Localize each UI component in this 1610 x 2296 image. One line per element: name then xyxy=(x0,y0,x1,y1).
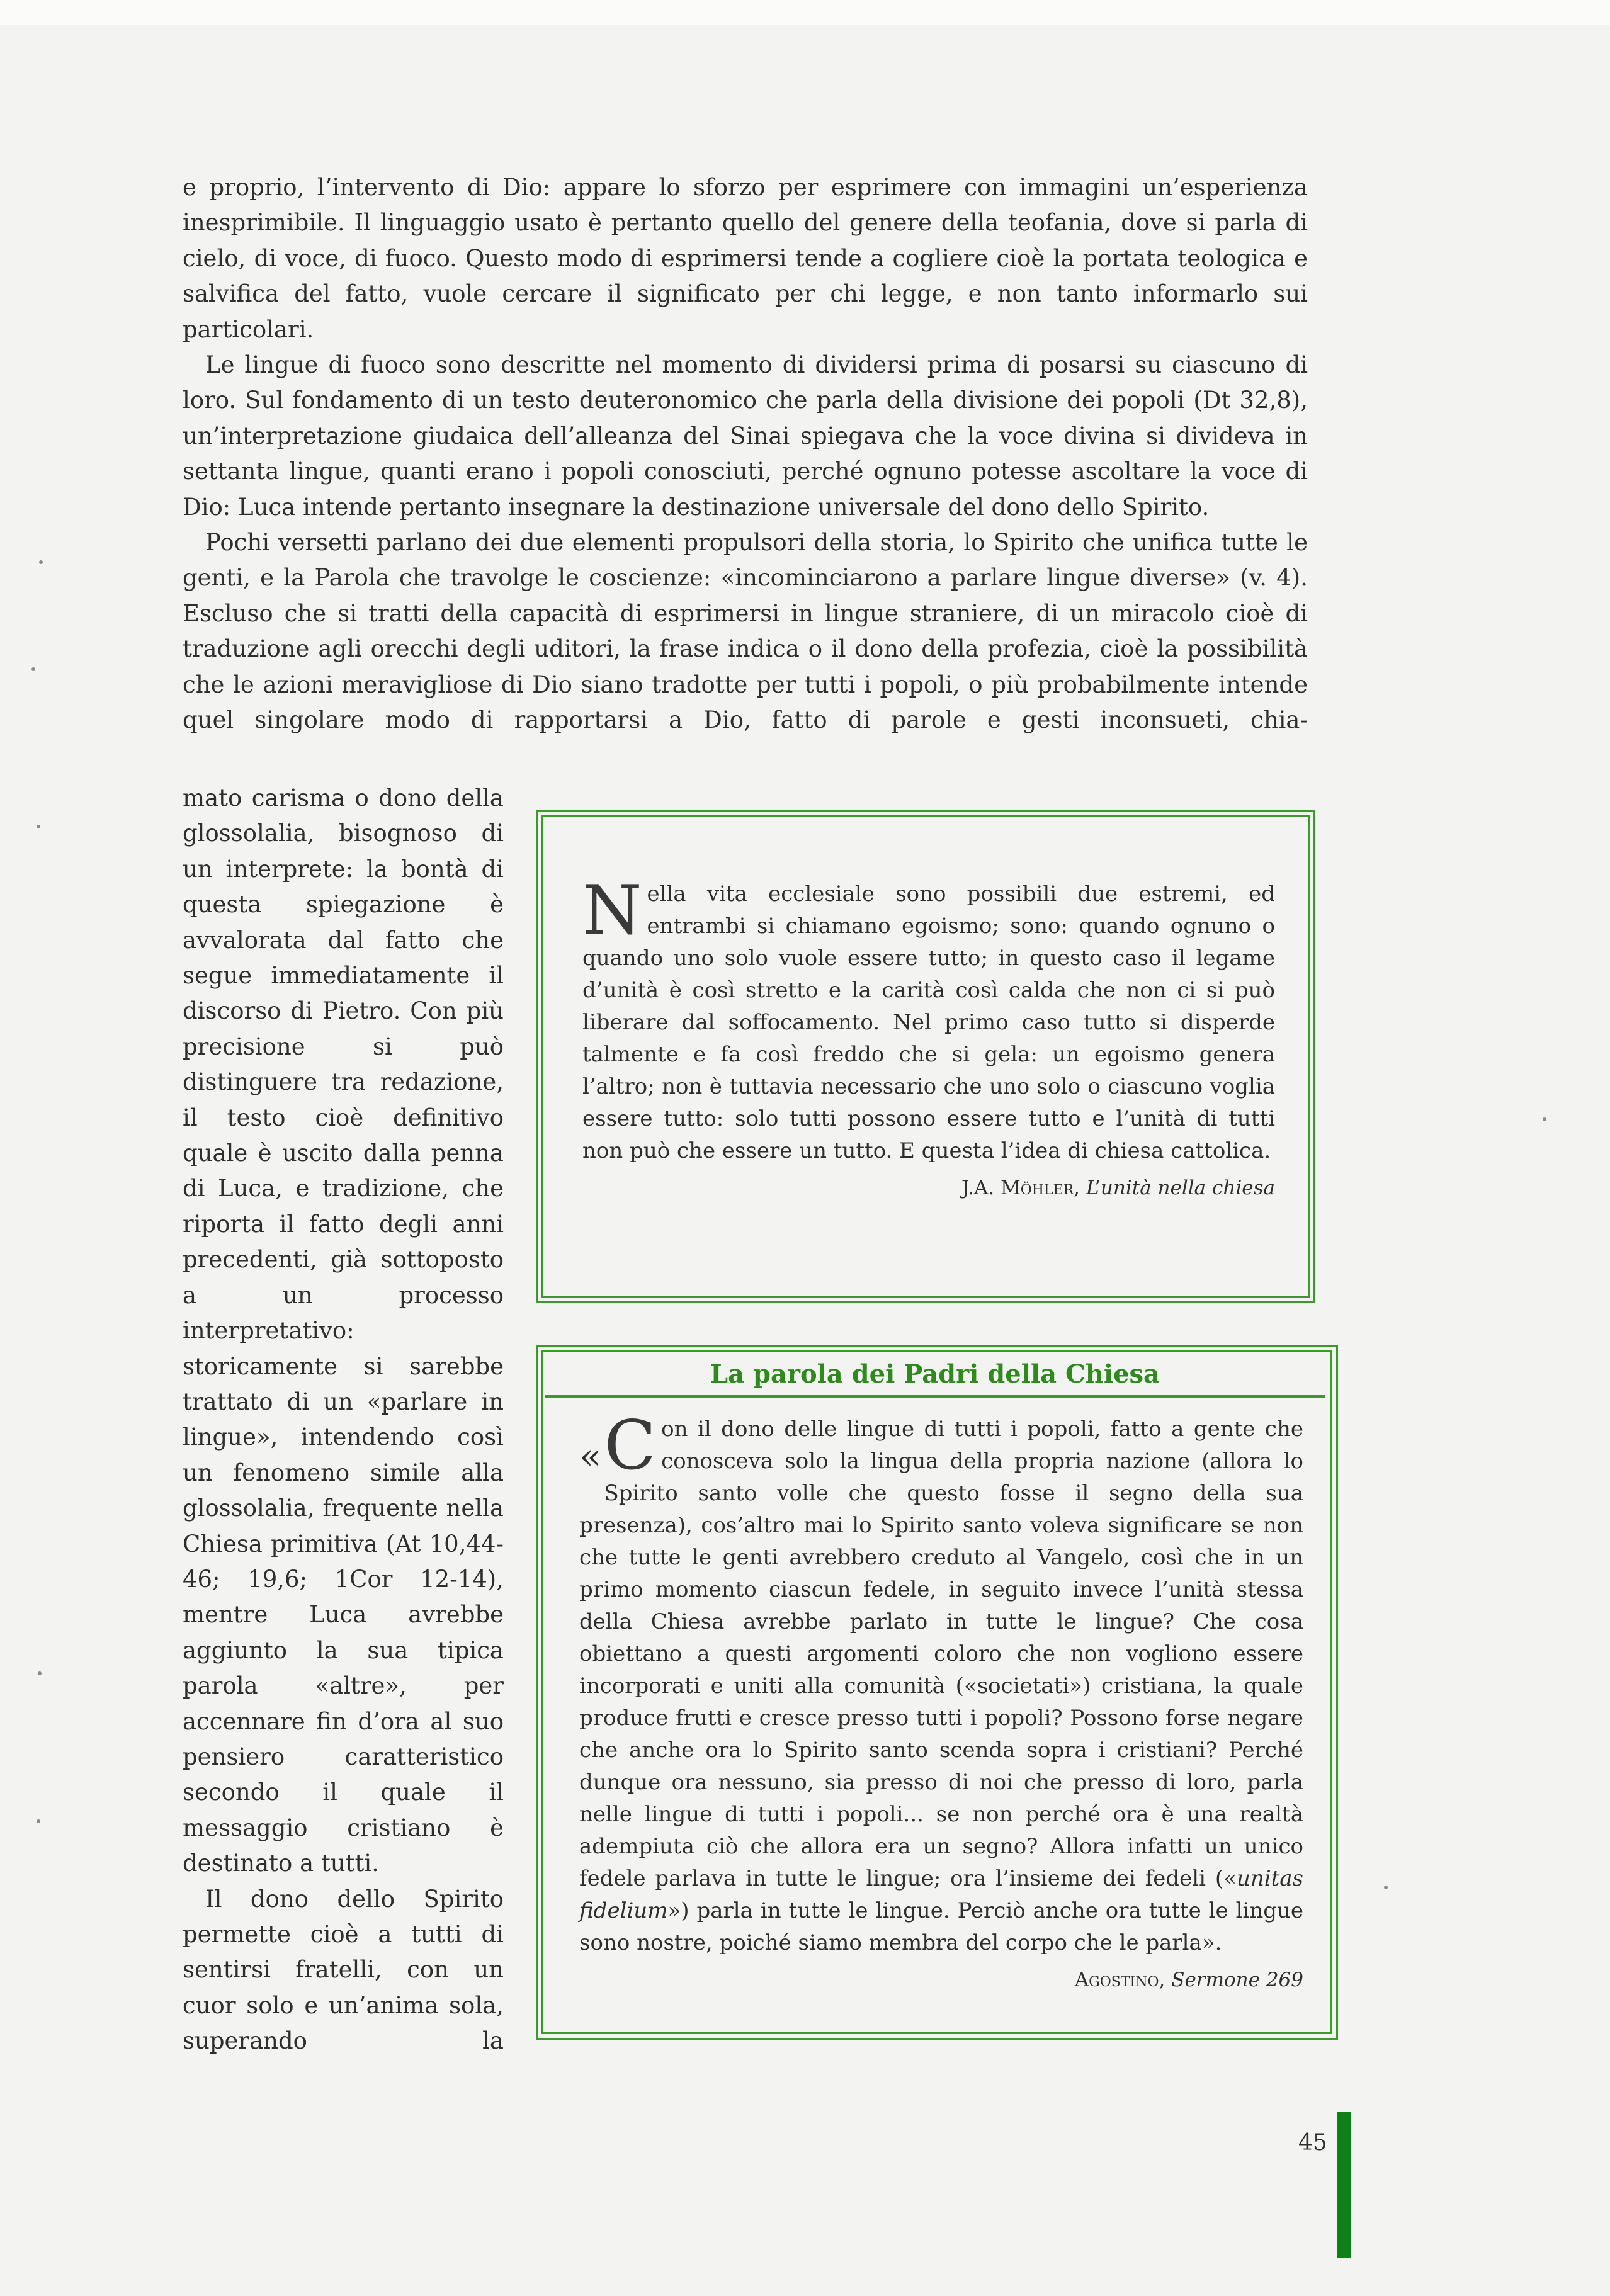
open-quote-mark: « xyxy=(579,1435,602,1478)
paragraph-1: e proprio, l’intervento di Dio: appare lo sforzo per esprimere con immagini un’esperienza inesprimibile. Il linguaggio usato è pertanto quello del genere della teofania, dove si parla di cielo, di voce, di fuoco. Questo modo di esprimersi tende a cogliere cioè la portata teologica e salvifica del fatto, vuole cercare il significato per chi legge, e non tanto informarlo sui particolari. xyxy=(183,174,1308,343)
quote-agostino xyxy=(579,1406,1303,1994)
work-agostino: Sermone 269 xyxy=(1171,1969,1303,1991)
work-mohler: L’unità nella chiesa xyxy=(1086,1177,1275,1199)
paragraph-3-column: mato carisma o dono della glossolalia, bisognoso di un interprete: la bontà di questa spiegazione è avvalorata dal fatto che segue immediatamente il discorso di Pietro. Con più precisione si può distinguere tra redazione, il testo cioè definitivo quale è uscito dalla penna di Luca, e tradizione, che riporta il fatto degli anni precedenti, già sottoposto a un processo interpretativo: storicamente si sarebbe trattato di un «parlare in lingue», intendendo così un fenomeno simile alla glossolalia, frequente nella Chiesa primitiva (At 10,44-46; 19,6; 1Cor 12-14), mentre Luca avrebbe aggiunto la sua tipica parola «altre», per accennare fin d’ora al suo pensiero caratteristico secondo il quale il messaggio cristiano è destinato a tutti. xyxy=(183,784,504,1877)
dropcap-c: C xyxy=(604,1406,657,1485)
page-accent-bar xyxy=(1337,2112,1351,2258)
scan-speck xyxy=(1543,1117,1546,1121)
main-text-full-width xyxy=(183,170,1308,738)
quote-mohler xyxy=(582,871,1275,1202)
page-top-edge xyxy=(0,0,1610,25)
scan-speck xyxy=(1384,1886,1388,1889)
quote-mohler-attribution xyxy=(582,1173,1275,1202)
author-agostino: Agostino, xyxy=(1074,1969,1165,1991)
scan-speck xyxy=(38,1671,42,1675)
dropcap-n: N xyxy=(582,871,642,950)
scan-speck xyxy=(39,560,43,564)
quote-mohler-text: ella vita ecclesiale sono possibili due estremi, ed entrambi si chiamano egoismo; sono: quando ognuno o quando uno solo vuole essere tutto; in questo caso il legame d’unità è così stretto e la carità così calda che non ci si può liberare dal soffocamento. Nel primo caso tutto si disperde talmente e fa così freddo che si gela: un egoismo genera l’altro; non è tuttavia necessario che uno solo o ciascuno voglia essere tutto: solo tutti possono essere tutto e l’unità di tutti non può che essere un tutto. E questa l’idea di chiesa cattolica. xyxy=(582,881,1275,1163)
quote-latin-term: unitas fidelium xyxy=(579,1866,1303,1923)
paragraph-3-top: Pochi versetti parlano dei due elementi propulsori della storia, lo Spirito che unifica tutte le genti, e la Parola che travolge le coscienze: «incominciarono a parlare lingue diverse» (v. 4). Escluso che si tratti della capacità di esprimersi in lingue straniere, di un miracolo cioè di traduzione agli orecchi degli uditori, la frase indica o il dono della profezia, cioè la possibilità che le azioni meravigliose di Dio siano tradotte per tutti i popoli, o più probabilmente intende quel singolare modo di rapportarsi a Dio, fatto di parole e gesti inconsueti, chia- xyxy=(183,529,1308,734)
scan-speck xyxy=(37,1819,40,1823)
page-number: 45 xyxy=(1298,2130,1327,2156)
paragraph-4-column: Il dono dello Spirito permette cioè a tutti di sentirsi fratelli, con un cuor solo e un’anima sola, superando la xyxy=(183,1885,504,2055)
box-title-padri: La parola dei Padri della Chiesa xyxy=(545,1354,1325,1398)
paragraph-2: Le lingue di fuoco sono descritte nel momento di dividersi prima di posarsi su ciascuno di loro. Sul fondamento di un testo deuteronomico che parla della divisione dei popoli (Dt 32,8), un’interpretazione giudaica dell’alleanza del Sinai spiegava che la voce divina si divideva in settanta lingue, quanti erano i popoli conosciuti, perché ognuno potesse ascoltare la voce di Dio: Luca intende pertanto insegnare la destinazione universale del dono dello Spirito. xyxy=(183,351,1308,521)
quote-agostino-text-2: ») parla in tutte le lingue. Perciò anche ora tutte le lingue sono nostre, poiché siamo membra del corpo che le parla». xyxy=(579,1898,1303,1955)
quote-agostino-attribution xyxy=(579,1965,1303,1994)
scan-speck xyxy=(37,825,40,828)
scan-speck xyxy=(31,667,35,671)
author-mohler: J.A. Möhler, xyxy=(961,1177,1080,1199)
main-text-narrow-column xyxy=(183,781,504,2059)
quote-agostino-text-1: on il dono delle lingue di tutti i popoli, fatto a gente che conosceva solo la lingua della propria nazione (allora lo Spirito santo volle che questo fosse il segno della sua presenza), cos’altro mai lo Spirito santo voleva significare se non che tutte le genti avrebbero creduto al Vangelo, così che in un primo momento ciascun fedele, in seguito invece l’unità stessa della Chiesa avrebbe parlato in tutte le lingue? Che cosa obiettano a questi argomenti coloro che non vogliono essere incorporati e uniti alla comunità («societati») cristiana, la quale produce frutti e cresce presso tutti i popoli? Possono forse negare che anche ora lo Spirito santo scenda sopra i cristiani? Perché dunque ora nessuno, sia presso di noi che presso di loro, parla nelle lingue di tutti i popoli... se non perché ora è una realtà adempiuta ciò che allora era un segno? Allora infatti un unico fedele parlava in tutte le lingue; ora l’insieme dei fedeli (« xyxy=(579,1417,1303,1891)
